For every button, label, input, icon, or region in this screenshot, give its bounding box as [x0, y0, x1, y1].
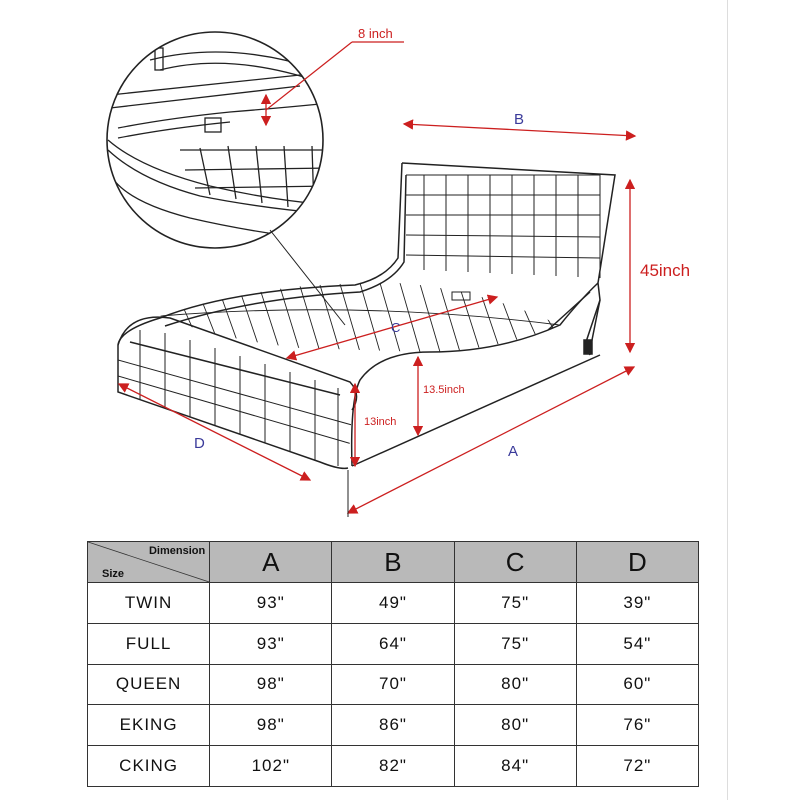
column-header-c: C — [454, 542, 576, 583]
cell-b: 70" — [332, 664, 454, 705]
column-header-b: B — [332, 542, 454, 583]
row-size-name: CKING — [88, 746, 210, 787]
column-header-d: D — [576, 542, 698, 583]
inset-detail — [107, 26, 404, 325]
inset-gap-label: 8 inch — [358, 26, 393, 41]
cell-b: 64" — [332, 623, 454, 664]
table-row — [88, 705, 699, 746]
cell-a: 93" — [210, 583, 332, 624]
cell-c: 80" — [454, 664, 576, 705]
dim-b-label: B — [514, 111, 525, 128]
cell-c: 75" — [454, 623, 576, 664]
cell-b: 82" — [332, 746, 454, 787]
dim-c-label: C — [391, 320, 401, 335]
table-row — [88, 664, 699, 705]
cell-c: 80" — [454, 705, 576, 746]
table-header-row — [88, 542, 699, 583]
table-row — [88, 583, 699, 624]
cell-d: 72" — [576, 746, 698, 787]
cell-a: 102" — [210, 746, 332, 787]
dim-d-label: D — [194, 435, 205, 452]
cell-d: 60" — [576, 664, 698, 705]
cell-d: 54" — [576, 623, 698, 664]
cell-a: 93" — [210, 623, 332, 664]
cell-a: 98" — [210, 705, 332, 746]
row-size-name: FULL — [88, 623, 210, 664]
row-size-name: QUEEN — [88, 664, 210, 705]
row-size-name: TWIN — [88, 583, 210, 624]
dim-height-label: 45inch — [640, 261, 691, 280]
dim-side-low-label: 13inch — [364, 416, 397, 428]
cell-d: 76" — [576, 705, 698, 746]
cell-a: 98" — [210, 664, 332, 705]
cell-d: 39" — [576, 583, 698, 624]
dim-side-high-label: 13.5inch — [423, 384, 465, 396]
column-header-a: A — [210, 542, 332, 583]
cell-b: 49" — [332, 583, 454, 624]
size-dimension-table — [87, 541, 699, 787]
cell-b: 86" — [332, 705, 454, 746]
corner-size-label: Size — [102, 568, 125, 580]
table-row — [88, 746, 699, 787]
cell-c: 75" — [454, 583, 576, 624]
dim-a-label: A — [508, 443, 519, 460]
table-row — [88, 623, 699, 664]
table-corner-header — [88, 542, 210, 583]
corner-dimension-label: Dimension — [148, 545, 206, 557]
row-size-name: EKING — [88, 705, 210, 746]
cell-c: 84" — [454, 746, 576, 787]
